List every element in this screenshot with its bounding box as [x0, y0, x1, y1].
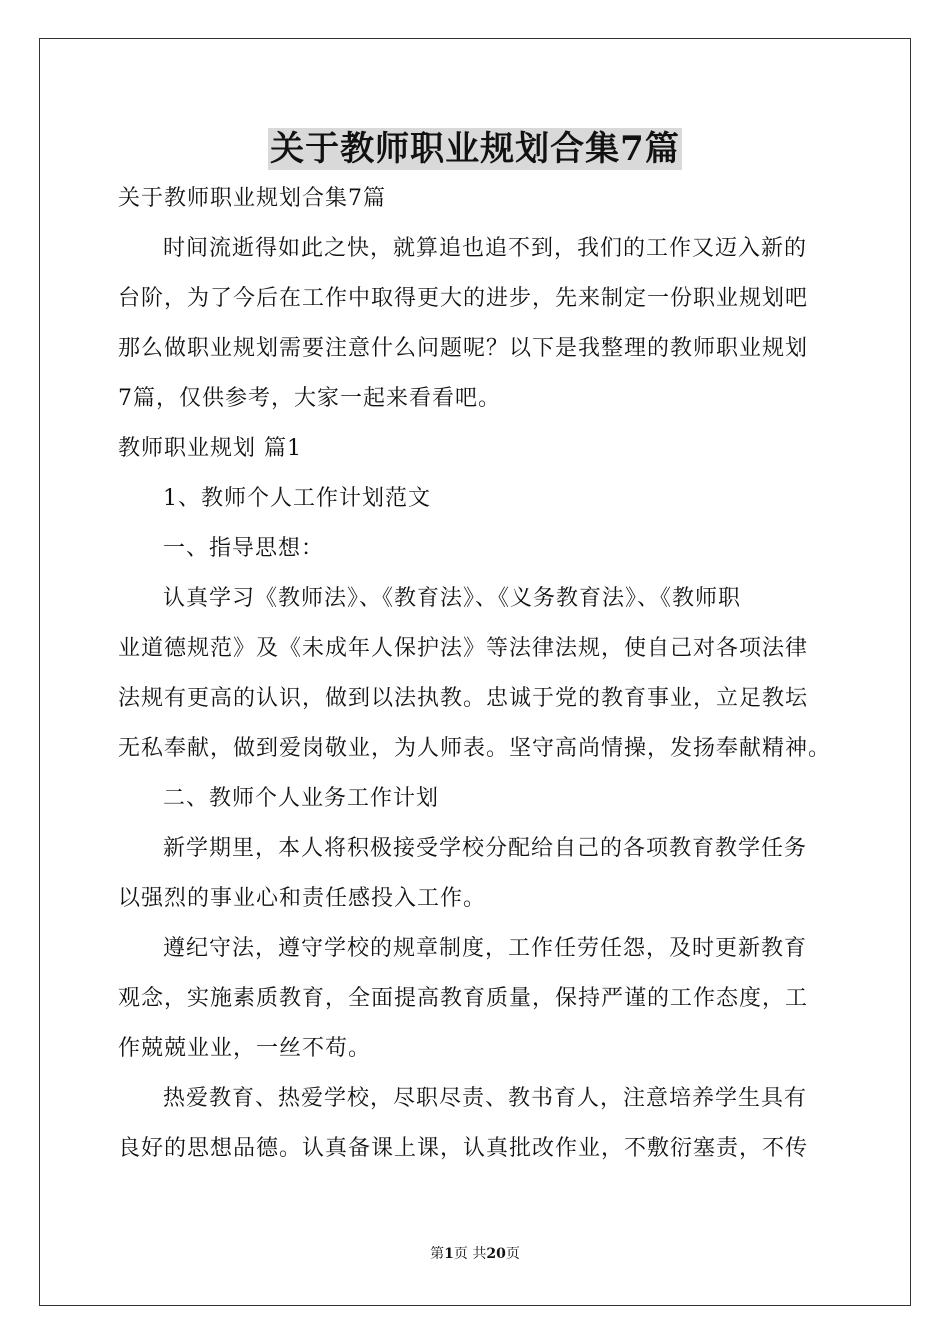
subtitle-line: 关于教师职业规划合集7篇 — [118, 186, 386, 211]
body-line: 二、教师个人业务工作计划 — [163, 786, 440, 811]
body-line: 1、教师个人工作计划范文 — [163, 486, 431, 511]
body-line: 一、指导思想： — [163, 536, 325, 561]
body-line: 遵纪守法，遵守学校的规章制度，工作任劳任怨，及时更新教育 — [163, 936, 808, 961]
body-line: 热爱教育、热爱学校，尽职尽责、教书育人，注意培养学生具有 — [163, 1086, 808, 1111]
body-line: 7篇，仅供参考，大家一起来看看吧。 — [118, 386, 501, 411]
page-footer — [0, 1245, 950, 1263]
body-line: 业道德规范》及《未成年人保护法》等法律法规，使自己对各项法律 — [118, 636, 809, 661]
footer-page-number: 1 — [444, 1246, 454, 1262]
body-line: 新学期里，本人将积极接受学校分配给自己的各项教育教学任务 — [163, 836, 808, 861]
section-heading: 教师职业规划 篇1 — [118, 436, 302, 461]
body-line: 良好的思想品德。认真备课上课，认真批改作业，不敷衍塞责，不传 — [118, 1136, 809, 1161]
body-line: 无私奉献，做到爱岗敬业，为人师表。坚守高尚情操，发扬奉献精神。 — [118, 736, 832, 761]
body-line: 时间流逝得如此之快，就算追也追不到，我们的工作又迈入新的 — [163, 236, 808, 261]
page-border — [39, 38, 911, 1306]
title-wrap — [0, 128, 950, 170]
body-line: 法规有更高的认识，做到以法执教。忠诚于党的教育事业，立足教坛 — [118, 686, 809, 711]
body-line: 作兢兢业业，一丝不苟。 — [118, 1036, 372, 1061]
body-line: 观念，实施素质教育，全面提高教育质量，保持严谨的工作态度，工 — [118, 986, 809, 1011]
body-line: 认真学习《教师法》、《教育法》、《义务教育法》、《教师职 — [163, 586, 742, 611]
footer-middle: 页 共 — [453, 1246, 487, 1262]
body-line: 以强烈的事业心和责任感投入工作。 — [118, 886, 487, 911]
footer-suffix: 页 — [505, 1246, 520, 1262]
body-line: 那么做职业规划需要注意什么问题呢？以下是我整理的教师职业规划 — [118, 336, 809, 361]
footer-prefix: 第 — [430, 1246, 445, 1262]
body-line: 台阶，为了今后在工作中取得更大的进步，先来制定一份职业规划吧 — [118, 286, 809, 311]
footer-total-pages: 20 — [486, 1246, 506, 1262]
document-title: 关于教师职业规划合集7篇 — [270, 129, 680, 169]
